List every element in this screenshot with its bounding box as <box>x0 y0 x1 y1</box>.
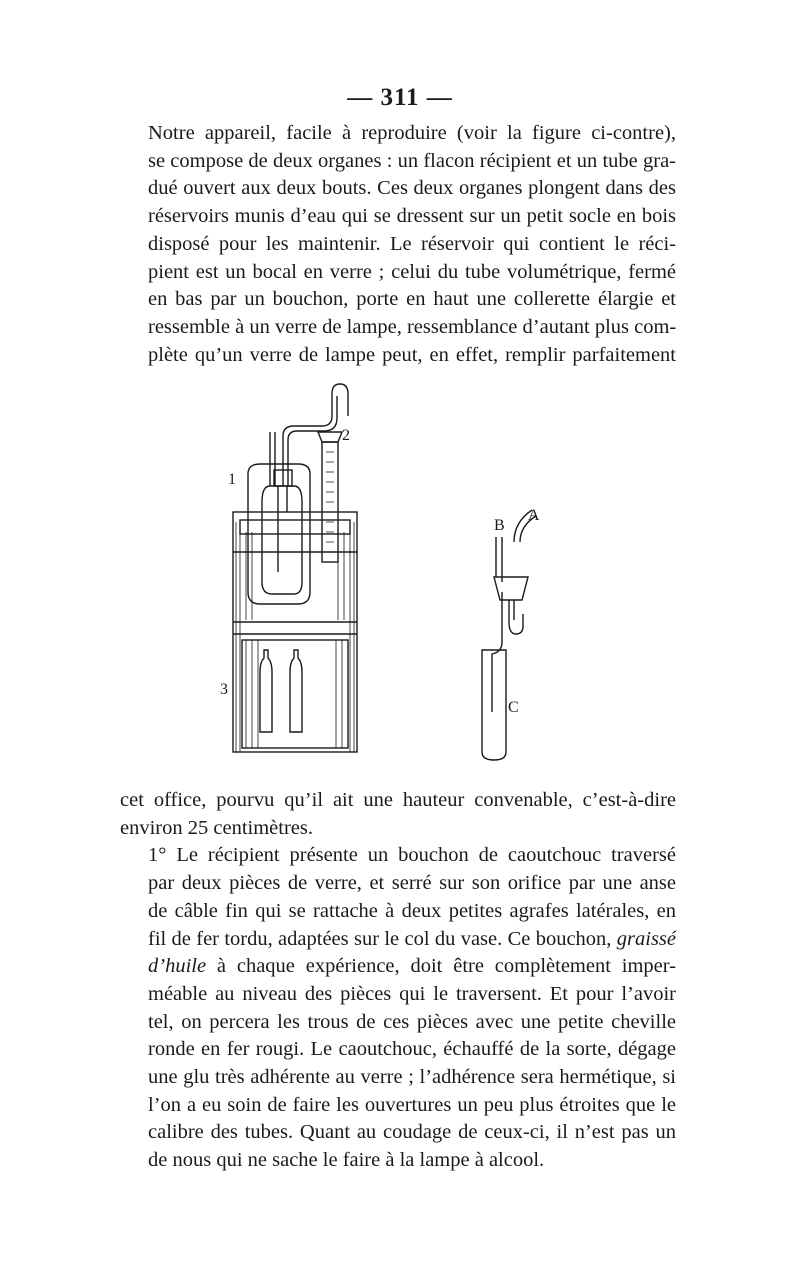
text-line: Notre appareil, facile à reproduire (voir la figure ci-contre), <box>148 122 676 144</box>
apparatus-illustration <box>200 382 600 772</box>
text-line: ronde en fer rougi. Le caoutchouc, échauffé de la sorte, dégage <box>148 1038 676 1061</box>
paragraph-recipient <box>120 842 676 1174</box>
right-bottle <box>290 650 302 732</box>
bent-tube <box>492 592 502 712</box>
text-line: de nous qui ne sache le faire à la lampe à alcool. <box>148 1149 545 1172</box>
text-line: l’on a eu soin de faire les ouvertures un peu plus étroites que le <box>148 1093 676 1116</box>
text-line: environ 25 centimètres. <box>120 816 313 839</box>
text-line: réservoirs munis d’eau qui se dressent sur un petit socle en bois <box>148 205 676 228</box>
text-line: dué ouvert aux deux bouts. Ces deux organes plongent dans des <box>148 177 676 200</box>
text-line: pient est un bocal en verre ; celui du tube volumétrique, fermé <box>148 260 676 283</box>
text-line <box>120 953 676 981</box>
label-b: B <box>494 517 505 534</box>
label-two: 2 <box>342 427 350 444</box>
paragraph-apparatus-description <box>120 120 676 369</box>
paragraph-continuation <box>120 787 676 1175</box>
lamp-collar <box>318 432 342 442</box>
tube-b <box>496 537 502 582</box>
text-line: se compose de deux organes : un flacon récipient et un tube gra- <box>148 149 676 172</box>
text-line: 1° Le récipient présente un bouchon de caoutchouc traversé <box>148 844 676 867</box>
italic-phrase: graissé <box>616 927 676 950</box>
text-line: cet office, pourvu qu’il ait une hauteur convenable, c’est-à-dire <box>120 789 676 811</box>
text-line: par deux pièces de verre, et serré sur son orifice par une anse <box>148 872 676 895</box>
rubber-stopper <box>494 577 528 600</box>
text-line: calibre des tubes. Quant au coudage de ceux-ci, il n’est pas un <box>148 1121 676 1144</box>
label-c: C <box>508 699 519 716</box>
left-bottle <box>260 650 272 732</box>
apparatus-figure <box>200 382 600 772</box>
text-segment: fil de fer tordu, adaptées sur le col du vase. Ce bouchon, <box>148 927 612 950</box>
label-one: 1 <box>228 471 236 488</box>
text-line: plète qu’un verre de lampe peut, en effet, remplir parfaitement <box>148 343 676 366</box>
text-line: en bas par un bouchon, porte en haut une collerette élargie et <box>148 288 676 311</box>
label-three: 3 <box>220 681 228 698</box>
text-line: méable au niveau des pièces qui le traversent. Et pour l’avoir <box>148 982 676 1005</box>
test-tube-c <box>482 650 506 760</box>
text-line: disposé pour les maintenir. Le réservoir qui contient le réci- <box>148 232 676 255</box>
italic-phrase: d’huile <box>148 955 207 978</box>
text-line: une glu très adhérente au verre ; l’adhérence sera hermétique, si <box>148 1066 676 1089</box>
text-line: ressemble à un verre de lampe, ressemblance d’autant plus com- <box>148 315 677 338</box>
text-line: de câble fin qui se rattache à deux petites agrafes latérales, en <box>148 899 676 922</box>
text-segment: à chaque expérience, doit être complètement imper- <box>216 955 676 978</box>
label-a: A <box>528 507 540 524</box>
recipient-flask <box>262 486 302 594</box>
page-number: — 311 — <box>347 84 453 111</box>
text-line <box>120 926 676 954</box>
text-line: tel, on percera les trous de ces pièces avec une petite cheville <box>148 1010 676 1033</box>
